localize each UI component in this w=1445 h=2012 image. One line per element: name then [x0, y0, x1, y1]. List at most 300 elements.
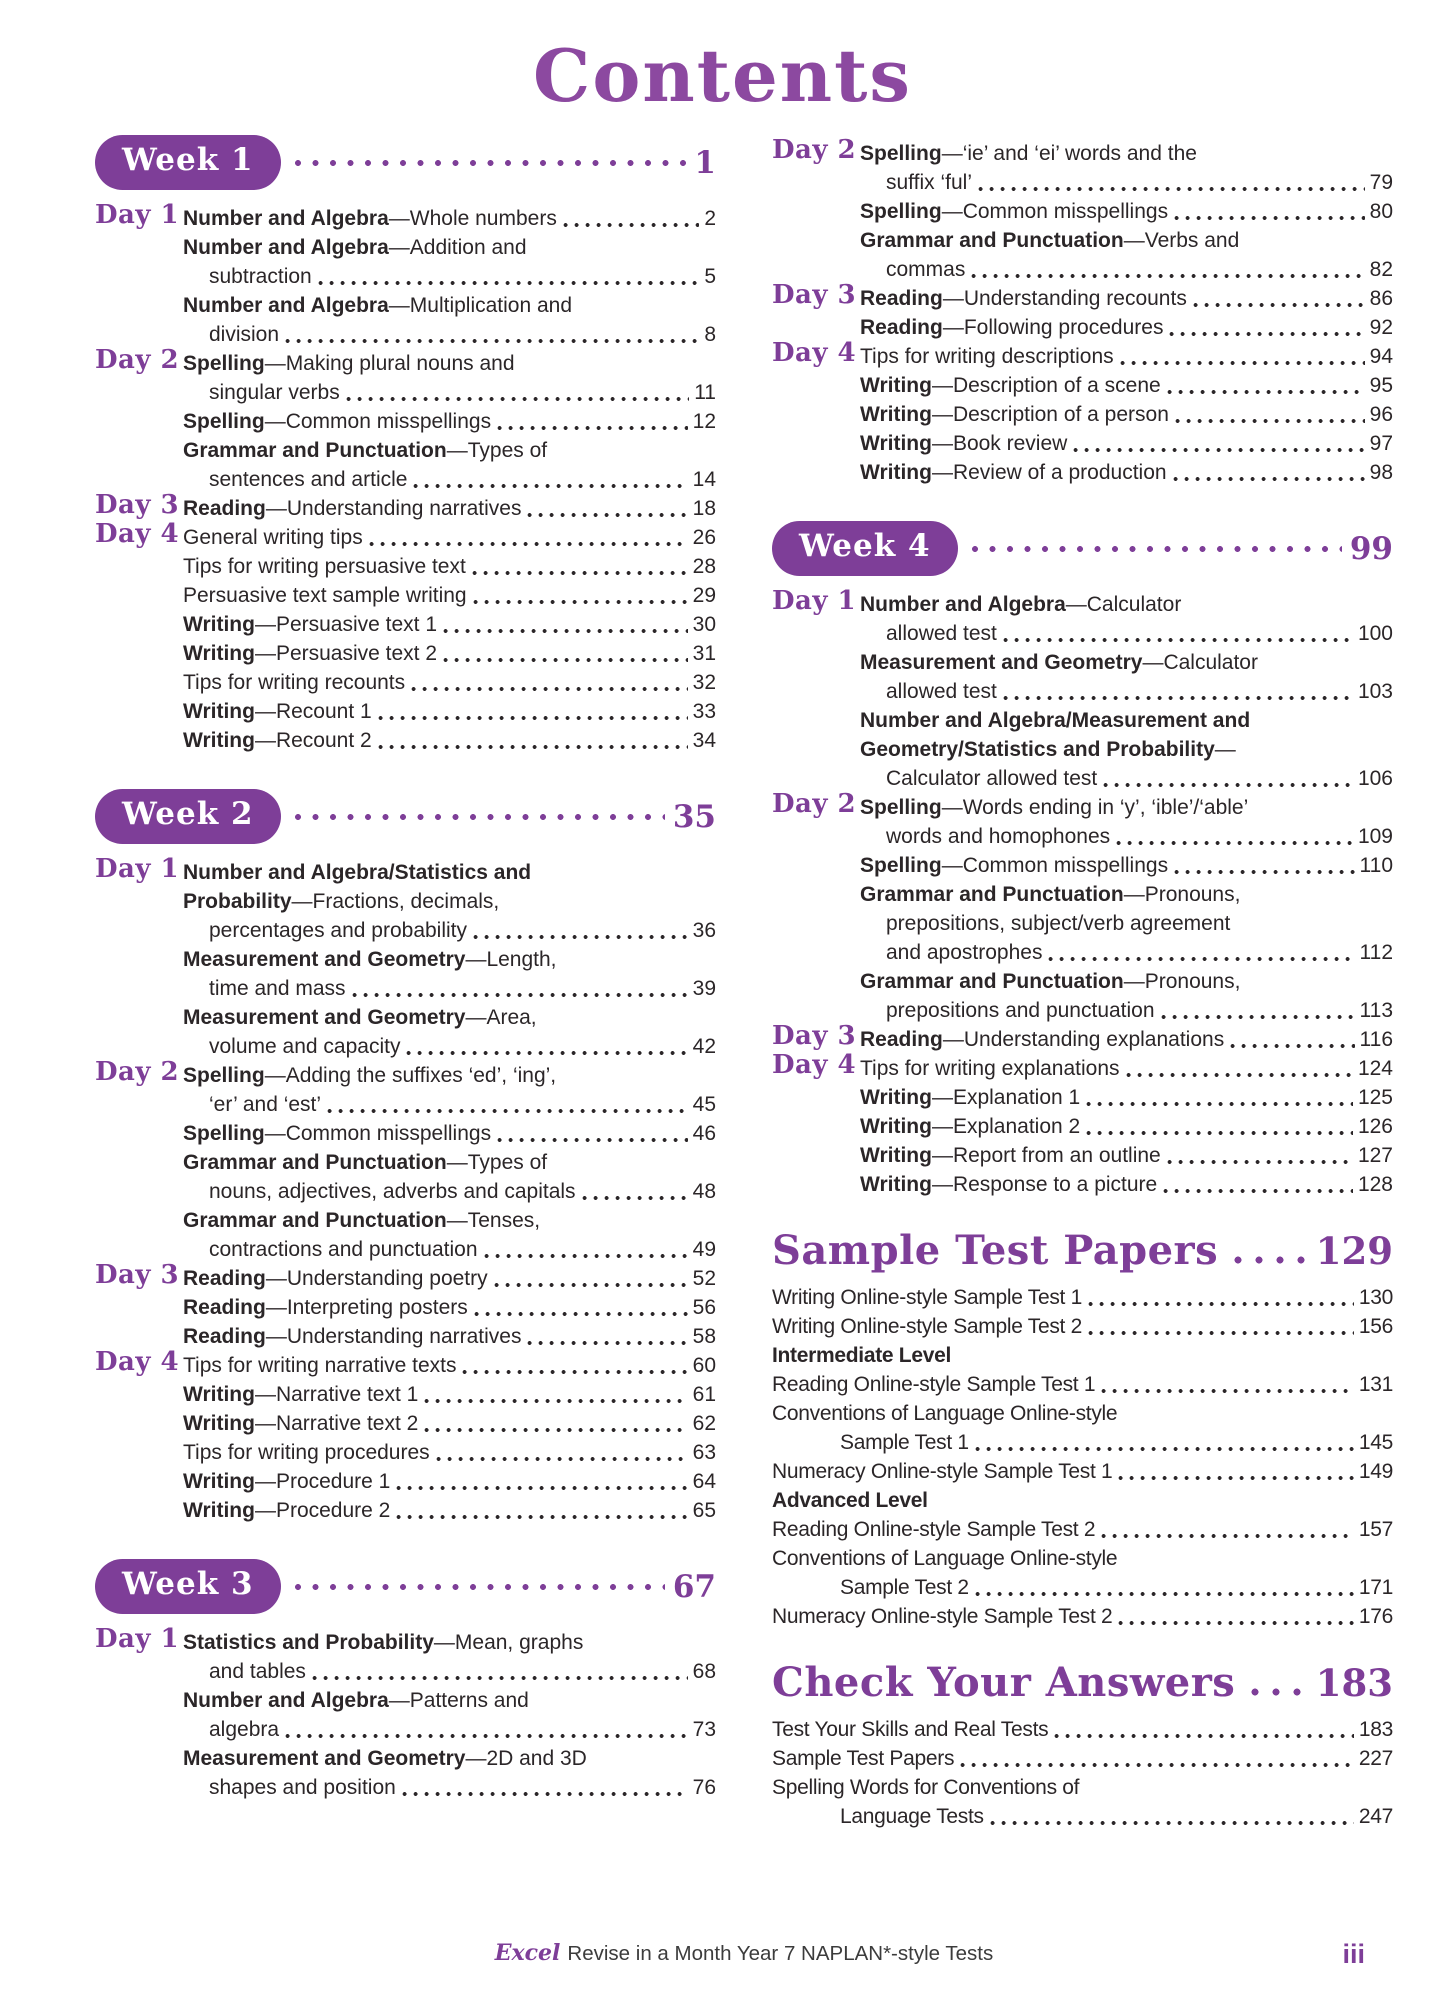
entry-line — [860, 371, 1393, 400]
entry-page-number: 28 — [692, 555, 716, 579]
entry-text: Spelling—‘ie’ and ‘ei’ words and the — [860, 142, 1197, 166]
toc-entry — [772, 197, 1393, 226]
entry-leader-dots — [1003, 695, 1353, 701]
entry-leader-dots — [285, 1733, 688, 1739]
entry-text: prepositions, subject/verb agreement — [886, 912, 1231, 936]
entry-text: Number and Algebra—Patterns and — [183, 1689, 529, 1713]
entry-text: Reading—Understanding poetry — [183, 1267, 488, 1291]
page-title: Contents — [533, 33, 912, 118]
entry-text: Spelling—Words ending in ‘y’, ‘ible’/‘able’ — [860, 796, 1249, 820]
entry-text: Intermediate Level — [772, 1344, 952, 1368]
entry-text: Number and Algebra—Whole numbers — [183, 207, 557, 231]
entry-text: percentages and probability — [209, 919, 468, 943]
toc-content — [0, 135, 1445, 1831]
entry-leader-dots — [1174, 869, 1354, 875]
day-label: Day 1 — [95, 1624, 180, 1655]
toc-entry — [95, 1496, 716, 1525]
entry-page-number: 116 — [1359, 1028, 1393, 1052]
entry-page-number: 33 — [692, 700, 716, 724]
entry-page-number: 106 — [1357, 767, 1393, 791]
entry-line — [183, 1438, 716, 1467]
entry-line — [772, 1602, 1393, 1631]
entries-group — [772, 1715, 1393, 1831]
entry-page-number: 2 — [704, 207, 716, 231]
entry-line — [183, 378, 716, 407]
week-header — [772, 521, 1393, 576]
entry-line — [860, 139, 1393, 168]
toc-entry — [772, 1312, 1393, 1341]
entries-group — [95, 1624, 716, 1802]
entry-line — [860, 429, 1393, 458]
entry-text: suffix ‘ful’ — [886, 171, 972, 195]
toc-entry — [772, 1544, 1393, 1602]
entry-text: commas — [886, 258, 966, 282]
entry-leader-dots — [1101, 1388, 1354, 1394]
toc-entry — [95, 233, 716, 291]
entry-leader-dots — [1048, 956, 1354, 962]
entry-page-number: 171 — [1358, 1576, 1393, 1600]
entry-page-number: 95 — [1369, 374, 1393, 398]
entry-line — [772, 1283, 1393, 1312]
entry-line — [772, 1399, 1393, 1428]
entry-text: Writing—Recount 1 — [183, 700, 372, 724]
entry-leader-dots — [1101, 1533, 1354, 1539]
entry-page-number: 80 — [1369, 200, 1393, 224]
entry-text: Writing—Recount 2 — [183, 729, 372, 753]
entry-line — [183, 523, 716, 552]
entry-leader-dots — [411, 686, 688, 692]
entry-text: Tips for writing explanations — [860, 1057, 1120, 1081]
entry-line — [183, 858, 716, 887]
toc-entry — [95, 345, 716, 407]
entry-leader-dots — [1073, 447, 1364, 453]
entry-line — [860, 1083, 1393, 1112]
entry-page-number: 26 — [692, 526, 716, 550]
footer-text: Revise in a Month Year 7 NAPLAN*-style Tests — [567, 1942, 994, 1965]
entry-text: Number and Algebra—Calculator — [860, 593, 1182, 617]
entry-text: Sample Test 2 — [840, 1576, 969, 1600]
entry-page-number: 125 — [1357, 1086, 1393, 1110]
toc-entry — [772, 1715, 1393, 1744]
entry-page-number: 60 — [692, 1354, 716, 1378]
entry-line — [183, 291, 716, 320]
entry-page-number: 36 — [692, 919, 716, 943]
entry-page-number: 31 — [692, 642, 716, 666]
entry-page-number: 113 — [1359, 999, 1393, 1023]
toc-entry — [95, 552, 716, 581]
toc-entry — [95, 1380, 716, 1409]
entry-page-number: 82 — [1369, 258, 1393, 282]
toc-entry — [95, 490, 716, 523]
entry-line — [860, 226, 1393, 255]
entry-leader-dots — [497, 1137, 688, 1143]
entry-line — [860, 168, 1393, 197]
entry-text: Writing—Procedure 2 — [183, 1499, 391, 1523]
entry-text: Number and Algebra/Statistics and — [183, 861, 532, 885]
entry-text: Writing—Explanation 2 — [860, 1115, 1081, 1139]
day-label: Day 4 — [772, 338, 857, 369]
toc-entry — [95, 519, 716, 552]
dotted-leader — [293, 1582, 665, 1592]
toc-entry — [772, 1399, 1393, 1457]
entry-text: time and mass — [209, 977, 346, 1001]
dotted-leader — [293, 158, 687, 168]
entry-leader-dots — [424, 1398, 687, 1404]
entry-line — [860, 764, 1393, 793]
entry-text: ‘er’ and ‘est’ — [209, 1093, 322, 1117]
entry-page-number: 52 — [692, 1267, 716, 1291]
entry-line — [183, 1264, 716, 1293]
toc-entry — [772, 586, 1393, 648]
entry-leader-dots — [285, 338, 699, 344]
entry-text: singular verbs — [209, 381, 340, 405]
entry-text: and apostrophes — [886, 941, 1043, 965]
toc-entry — [95, 436, 716, 494]
entry-leader-dots — [960, 1762, 1354, 1768]
entry-leader-dots — [990, 1820, 1354, 1826]
week-header — [95, 135, 716, 190]
entries-group — [772, 135, 1393, 487]
entry-text: words and homophones — [886, 825, 1111, 849]
entry-line — [183, 887, 716, 916]
entry-text: algebra — [209, 1718, 280, 1742]
entry-page-number: 86 — [1369, 287, 1393, 311]
section-heading-label: Sample Test Papers — [772, 1227, 1219, 1275]
entry-line — [183, 1235, 716, 1264]
entry-leader-dots — [443, 628, 688, 634]
day-label: Day 1 — [95, 854, 180, 885]
entry-text: Writing—Report from an outline — [860, 1144, 1161, 1168]
entry-line — [183, 552, 716, 581]
entry-leader-dots — [978, 186, 1365, 192]
section-heading — [772, 1661, 1393, 1705]
entry-line — [860, 648, 1393, 677]
entry-leader-dots — [413, 483, 687, 489]
entry-text: Writing—Review of a production — [860, 461, 1167, 485]
entry-text: Spelling—Common misspellings — [183, 1122, 492, 1146]
toc-entry — [95, 1467, 716, 1496]
entry-text: Tips for writing persuasive text — [183, 555, 466, 579]
entry-line — [183, 1409, 716, 1438]
entry-line — [183, 697, 716, 726]
entry-text: Writing Online-style Sample Test 1 — [772, 1286, 1082, 1310]
brand-logo: Excel — [494, 1940, 561, 1966]
toc-entry — [772, 1773, 1393, 1831]
entry-line — [183, 1119, 716, 1148]
entry-leader-dots — [1118, 1620, 1353, 1626]
toc-entry — [772, 226, 1393, 284]
toc-entry — [772, 1370, 1393, 1399]
entry-line — [183, 320, 716, 349]
entry-line — [860, 851, 1393, 880]
entry-text: Reading Online-style Sample Test 1 — [772, 1373, 1096, 1397]
entries-group — [772, 586, 1393, 1199]
section-page-number: 183 — [1315, 1661, 1393, 1706]
entry-line — [183, 1773, 716, 1802]
entry-text: Conventions of Language Online-style — [772, 1547, 1118, 1571]
entry-text: Number and Algebra—Addition and — [183, 236, 527, 260]
entry-line — [183, 1467, 716, 1496]
entry-line — [183, 581, 716, 610]
toc-entry — [95, 1260, 716, 1293]
entry-line — [183, 262, 716, 291]
entry-leader-dots — [1169, 331, 1364, 337]
entry-line — [860, 1025, 1393, 1054]
entry-leader-dots — [497, 425, 688, 431]
toc-entry — [95, 1744, 716, 1802]
toc-entry — [772, 1050, 1393, 1083]
day-label: Day 2 — [95, 345, 180, 376]
entry-text: Number and Algebra/Measurement and — [860, 709, 1251, 733]
entry-page-number: 56 — [692, 1296, 716, 1320]
entry-line — [183, 916, 716, 945]
toc-entry — [772, 1283, 1393, 1312]
entry-line — [183, 1032, 716, 1061]
entry-page-number: 157 — [1358, 1518, 1393, 1542]
entry-text: contractions and punctuation — [209, 1238, 478, 1262]
entry-leader-dots — [494, 1282, 688, 1288]
entry-page-number: 100 — [1357, 622, 1393, 646]
entry-line — [183, 1293, 716, 1322]
entry-page-number: 92 — [1369, 316, 1393, 340]
entry-line — [183, 974, 716, 1003]
day-label: Day 3 — [772, 1021, 857, 1052]
entry-text: Writing—Persuasive text 1 — [183, 613, 438, 637]
entry-line — [183, 1715, 716, 1744]
toc-entry — [772, 1515, 1393, 1544]
toc-entry — [95, 726, 716, 755]
entry-text: Writing—Narrative text 2 — [183, 1412, 419, 1436]
entry-line — [183, 1003, 716, 1032]
entry-page-number: 183 — [1358, 1718, 1393, 1742]
toc-entry — [772, 338, 1393, 371]
toc-entry — [95, 581, 716, 610]
entry-leader-dots — [1088, 1330, 1354, 1336]
entry-line — [772, 1428, 1393, 1457]
entry-line — [183, 1061, 716, 1090]
entry-page-number: 8 — [704, 323, 716, 347]
entry-leader-dots — [1167, 389, 1365, 395]
day-label: Day 3 — [772, 280, 857, 311]
entry-line — [772, 1744, 1393, 1773]
entry-text: Tips for writing procedures — [183, 1441, 430, 1465]
entry-page-number: 131 — [1358, 1373, 1393, 1397]
entry-page-number: 18 — [692, 497, 716, 521]
entry-leader-dots — [443, 657, 688, 663]
entry-line — [772, 1370, 1393, 1399]
section-page-number: 35 — [672, 798, 716, 835]
entry-leader-dots — [378, 715, 688, 721]
day-label: Day 1 — [95, 200, 180, 231]
entry-line — [860, 400, 1393, 429]
entry-text: Reading Online-style Sample Test 2 — [772, 1518, 1096, 1542]
entry-leader-dots — [474, 1311, 688, 1317]
entry-text: Writing Online-style Sample Test 2 — [772, 1315, 1082, 1339]
entry-line — [860, 677, 1393, 706]
toc-entry — [772, 400, 1393, 429]
toc-entry — [95, 200, 716, 233]
entry-text: Language Tests — [840, 1805, 984, 1829]
entry-page-number: 58 — [692, 1325, 716, 1349]
entry-page-number: 145 — [1358, 1431, 1393, 1455]
entry-leader-dots — [563, 222, 699, 228]
entry-leader-dots — [1174, 215, 1365, 221]
entry-text: Tips for writing descriptions — [860, 345, 1114, 369]
entry-text: Persuasive text sample writing — [183, 584, 467, 608]
entry-page-number: 39 — [692, 977, 716, 1001]
entry-line — [860, 967, 1393, 996]
entry-page-number: 76 — [692, 1776, 716, 1800]
entry-leader-dots — [975, 1591, 1354, 1597]
entry-text: Reading—Interpreting posters — [183, 1296, 468, 1320]
page-footer — [95, 1940, 1393, 1966]
entry-leader-dots — [1103, 782, 1353, 788]
entry-text: Conventions of Language Online-style — [772, 1402, 1118, 1426]
toc-entry — [95, 291, 716, 349]
entry-text: Writing—Narrative text 1 — [183, 1383, 419, 1407]
entry-leader-dots — [527, 512, 687, 518]
entry-leader-dots — [312, 1675, 688, 1681]
toc-entry — [772, 1744, 1393, 1773]
section-page-number: 67 — [672, 1568, 716, 1605]
entry-leader-dots — [1116, 840, 1353, 846]
entry-page-number: 156 — [1358, 1315, 1393, 1339]
day-label: Day 4 — [772, 1050, 857, 1081]
toc-entry — [772, 280, 1393, 313]
entry-leader-dots — [1175, 418, 1365, 424]
entry-page-number: 127 — [1357, 1144, 1393, 1168]
entry-line — [183, 1496, 716, 1525]
toc-entry — [772, 648, 1393, 706]
day-label: Day 1 — [772, 586, 857, 617]
entry-line — [860, 1141, 1393, 1170]
toc-entry — [772, 1083, 1393, 1112]
entry-leader-dots — [1167, 1159, 1353, 1165]
toc-entry — [772, 1602, 1393, 1631]
entry-leader-dots — [346, 396, 689, 402]
entry-page-number: 42 — [692, 1035, 716, 1059]
day-label: Day 2 — [95, 1057, 180, 1088]
day-label: Day 4 — [95, 1347, 180, 1378]
entry-text: Spelling—Common misspellings — [860, 200, 1169, 224]
entry-line — [183, 639, 716, 668]
section-page-number: 129 — [1315, 1229, 1393, 1274]
entry-line — [860, 996, 1393, 1025]
toc-entry — [772, 1112, 1393, 1141]
entry-text: Tips for writing narrative texts — [183, 1354, 457, 1378]
entry-page-number: 30 — [692, 613, 716, 637]
entry-line — [772, 1802, 1393, 1831]
toc-entry — [95, 668, 716, 697]
entry-text: sentences and article — [209, 468, 408, 492]
entry-text: Writing—Response to a picture — [860, 1173, 1158, 1197]
entry-text: Geometry/Statistics and Probability— — [860, 738, 1236, 762]
toc-entry — [772, 851, 1393, 880]
entry-line — [772, 1544, 1393, 1573]
toc-entry — [772, 1341, 1393, 1370]
entry-leader-dots — [318, 280, 700, 286]
entry-page-number: 62 — [692, 1412, 716, 1436]
entry-leader-dots — [369, 541, 688, 547]
entry-text: Statistics and Probability—Mean, graphs — [183, 1631, 584, 1655]
entry-line — [860, 909, 1393, 938]
entry-leader-dots — [1088, 1301, 1354, 1307]
entry-page-number: 128 — [1357, 1173, 1393, 1197]
entry-text: shapes and position — [209, 1776, 396, 1800]
entry-text: Reading—Understanding recounts — [860, 287, 1187, 311]
entry-text: Test Your Skills and Real Tests — [772, 1718, 1049, 1742]
entry-line — [183, 1657, 716, 1686]
entry-line — [183, 1148, 716, 1177]
toc-entry — [772, 458, 1393, 487]
entry-text: subtraction — [209, 265, 312, 289]
entry-line — [860, 255, 1393, 284]
toc-entry — [772, 706, 1393, 793]
toc-entry — [95, 610, 716, 639]
entry-leader-dots — [975, 1446, 1354, 1452]
entry-text: Tips for writing recounts — [183, 671, 406, 695]
entry-line — [183, 668, 716, 697]
entry-leader-dots — [1163, 1188, 1353, 1194]
folio-page-number: iii — [1342, 1939, 1365, 1969]
entry-line — [183, 1744, 716, 1773]
entry-page-number: 11 — [694, 381, 716, 405]
entry-text: Grammar and Punctuation—Types of — [183, 1151, 548, 1175]
entry-leader-dots — [484, 1253, 688, 1259]
entry-text: Writing—Book review — [860, 432, 1068, 456]
entry-line — [772, 1341, 1393, 1370]
toc-entry — [772, 1170, 1393, 1199]
entry-page-number: 110 — [1359, 854, 1393, 878]
entry-page-number: 130 — [1358, 1286, 1393, 1310]
entries-group — [95, 200, 716, 755]
toc-entry — [772, 1141, 1393, 1170]
entry-leader-dots — [424, 1427, 687, 1433]
toc-entry — [95, 1322, 716, 1351]
entry-leader-dots — [402, 1791, 688, 1797]
entry-text: Measurement and Geometry—Calculator — [860, 651, 1258, 675]
day-label: Day 3 — [95, 490, 180, 521]
entry-line — [860, 938, 1393, 967]
entry-page-number: 73 — [692, 1718, 716, 1742]
entries-group — [772, 1283, 1393, 1631]
entry-text: Spelling—Common misspellings — [183, 410, 492, 434]
entry-page-number: 14 — [692, 468, 716, 492]
entry-text: Reading—Understanding narratives — [183, 497, 522, 521]
toc-entry — [772, 1457, 1393, 1486]
entry-leader-dots — [473, 934, 688, 940]
toc-entry — [772, 371, 1393, 400]
week-badge: Week 4 — [772, 521, 958, 576]
day-label: Day 2 — [772, 789, 857, 820]
entry-page-number: 112 — [1359, 941, 1393, 965]
entry-leader-dots — [436, 1456, 688, 1462]
entry-text: prepositions and punctuation — [886, 999, 1155, 1023]
toc-entry — [95, 1293, 716, 1322]
toc-entry — [772, 967, 1393, 1025]
toc-entry — [95, 854, 716, 945]
toc-entry — [95, 1438, 716, 1467]
entry-page-number: 96 — [1369, 403, 1393, 427]
entry-leader-dots — [1054, 1733, 1354, 1739]
entry-leader-dots — [352, 992, 688, 998]
toc-entry — [772, 1486, 1393, 1515]
entry-text: Grammar and Punctuation—Pronouns, — [860, 883, 1241, 907]
entry-text: division — [209, 323, 280, 347]
entry-text: Measurement and Geometry—Area, — [183, 1006, 537, 1030]
toc-entry — [95, 1686, 716, 1744]
entry-line — [860, 619, 1393, 648]
